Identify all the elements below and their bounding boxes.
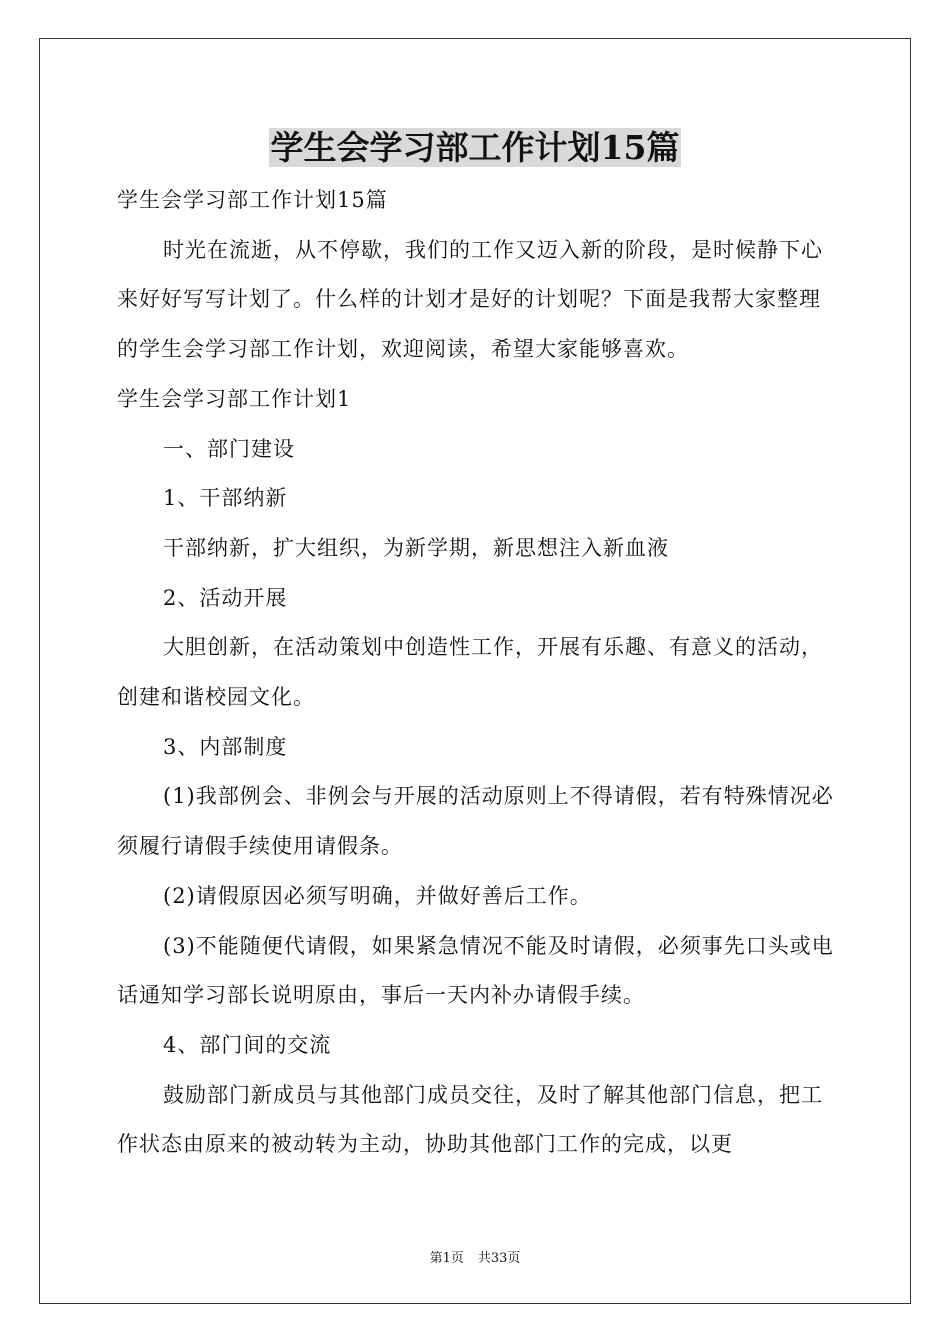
paragraph: 学生会学习部工作计划15篇 — [117, 188, 388, 212]
paragraph: 干部纳新，扩大组织，为新学期，新思想注入新血液 — [163, 535, 669, 560]
paragraph: (2)请假原因必须写明确，并做好善后工作。 — [163, 883, 592, 908]
paragraph: 4、部门间的交流 — [163, 1032, 332, 1057]
paragraph: 学生会学习部工作计划1 — [117, 386, 352, 411]
page-footer — [0, 1247, 950, 1266]
paragraph: 1、干部纳新 — [163, 486, 288, 511]
paragraph: 鼓励部门新成员与其他部门成员交往，及时了解其他部门信息，把工作状态由原来的被动转为主动，协助其他部门工作的完成，以更 — [117, 1082, 823, 1157]
paragraph: 2、活动开展 — [163, 585, 288, 610]
page-total: 共33页 — [477, 1251, 521, 1266]
document-body — [117, 176, 837, 1170]
paragraph: (3)不能随便代请假，如果紧急情况不能及时请假，必须事先口头或电话通知学习部长说明原由，事后一天内补办请假手续。 — [117, 933, 834, 1008]
paragraph: 时光在流逝，从不停歇，我们的工作又迈入新的阶段，是时候静下心来好好写写计划了。什么样的计划才是好的计划呢？下面是我帮大家整理的学生会学习部工作计划，欢迎阅读，希望大家能够喜欢。 — [117, 237, 823, 362]
paragraph: 一、部门建设 — [163, 436, 295, 461]
paragraph: (1)我部例会、非例会与开展的活动原则上不得请假，若有特殊情况必须履行请假手续使用请假条。 — [117, 784, 834, 859]
paragraph: 大胆创新，在活动策划中创造性工作，开展有乐趣、有意义的活动，创建和谐校园文化。 — [117, 635, 823, 710]
document-title-text: 学生会学习部工作计划15篇 — [270, 128, 680, 167]
paragraph: 3、内部制度 — [163, 734, 288, 759]
document-title — [0, 124, 950, 172]
page-number: 第1页 — [429, 1251, 464, 1266]
